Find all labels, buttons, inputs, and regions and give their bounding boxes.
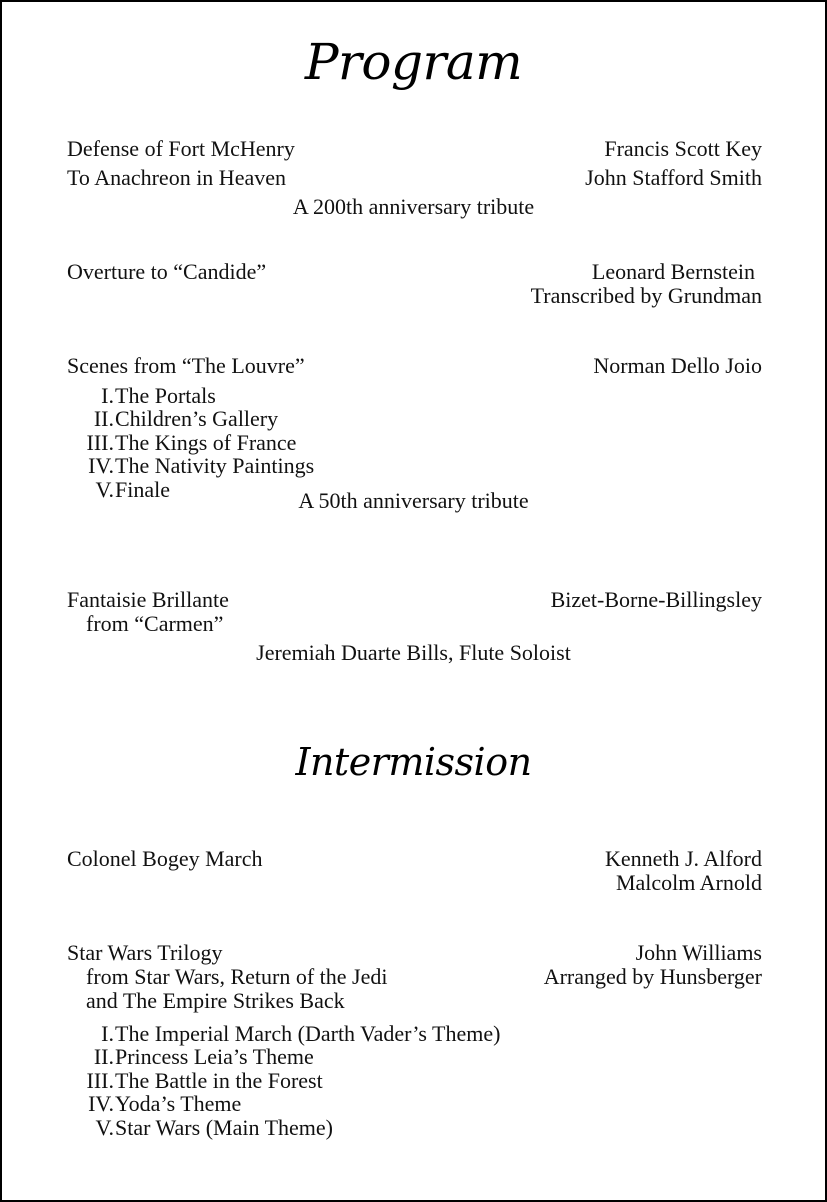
movement-name: Children’s Gallery (115, 406, 279, 431)
composer-bizet-borne-billingsley: Bizet-Borne-Billingsley (550, 587, 762, 612)
movement-name: The Nativity Paintings (115, 453, 315, 478)
movement-item (66, 1069, 323, 1093)
movement-number: I. (101, 383, 114, 408)
movement-number: II. (93, 406, 114, 431)
piece-subtitle-star-wars-1: from Star Wars, Return of the Jedi (86, 964, 388, 989)
movement-number: V. (95, 1115, 114, 1140)
movement-item (66, 1092, 241, 1116)
piece-subtitle-star-wars-2: and The Empire Strikes Back (86, 988, 345, 1013)
movement-item (66, 1116, 333, 1140)
composer-malcolm-arnold: Malcolm Arnold (615, 870, 762, 895)
arranger-grundman: Transcribed by Grundman (530, 283, 762, 308)
movement-number: V. (95, 477, 114, 502)
composer-kenneth-alford: Kenneth J. Alford (604, 846, 762, 871)
movement-name: Finale (115, 477, 170, 502)
piece-title-candide: Overture to “Candide” (67, 259, 267, 284)
piece-title-star-wars: Star Wars Trilogy (67, 940, 223, 965)
movement-number: III. (86, 1068, 114, 1093)
piece-title-colonel-bogey: Colonel Bogey March (67, 846, 263, 871)
movement-name: Star Wars (Main Theme) (115, 1115, 333, 1140)
piece-title-anachreon: To Anachreon in Heaven (67, 165, 286, 190)
movement-name: The Portals (115, 383, 216, 408)
movement-name: Princess Leia’s Theme (115, 1044, 314, 1069)
composer-leonard-bernstein: Leonard Bernstein (591, 259, 755, 284)
movement-name: The Battle in the Forest (115, 1068, 323, 1093)
movement-item (66, 1022, 500, 1046)
movement-item (66, 431, 296, 455)
composer-john-williams: John Williams (635, 940, 762, 965)
arranger-hunsberger: Arranged by Hunsberger (543, 964, 762, 989)
tribute-200th: A 200th anniversary tribute (292, 194, 535, 219)
movement-name: The Kings of France (115, 430, 297, 455)
movement-number: III. (86, 430, 114, 455)
movement-item (66, 1045, 314, 1069)
piece-title-fort-mchenry: Defense of Fort McHenry (67, 136, 295, 161)
composer-norman-dello-joio: Norman Dello Joio (593, 353, 762, 378)
tribute-50th: A 50th anniversary tribute (298, 488, 529, 513)
intermission-heading: Intermission (295, 740, 532, 784)
soloist-credit: Jeremiah Duarte Bills, Flute Soloist (256, 640, 571, 665)
movement-number: I. (101, 1021, 114, 1046)
movement-number: IV. (88, 1091, 114, 1116)
movement-item (66, 407, 278, 431)
composer-john-stafford-smith: John Stafford Smith (585, 165, 762, 190)
composer-francis-scott-key: Francis Scott Key (604, 136, 762, 161)
movement-number: II. (93, 1044, 114, 1069)
movement-item (66, 384, 216, 408)
piece-title-fantaisie: Fantaisie Brillante (67, 587, 229, 612)
movement-item (66, 454, 314, 478)
program-heading: Program (304, 33, 523, 91)
piece-subtitle-carmen: from “Carmen” (86, 611, 224, 636)
movement-number: IV. (88, 453, 114, 478)
piece-title-louvre: Scenes from “The Louvre” (67, 353, 305, 378)
movement-name: The Imperial March (Darth Vader’s Theme) (115, 1021, 501, 1046)
movement-name: Yoda’s Theme (115, 1091, 242, 1116)
